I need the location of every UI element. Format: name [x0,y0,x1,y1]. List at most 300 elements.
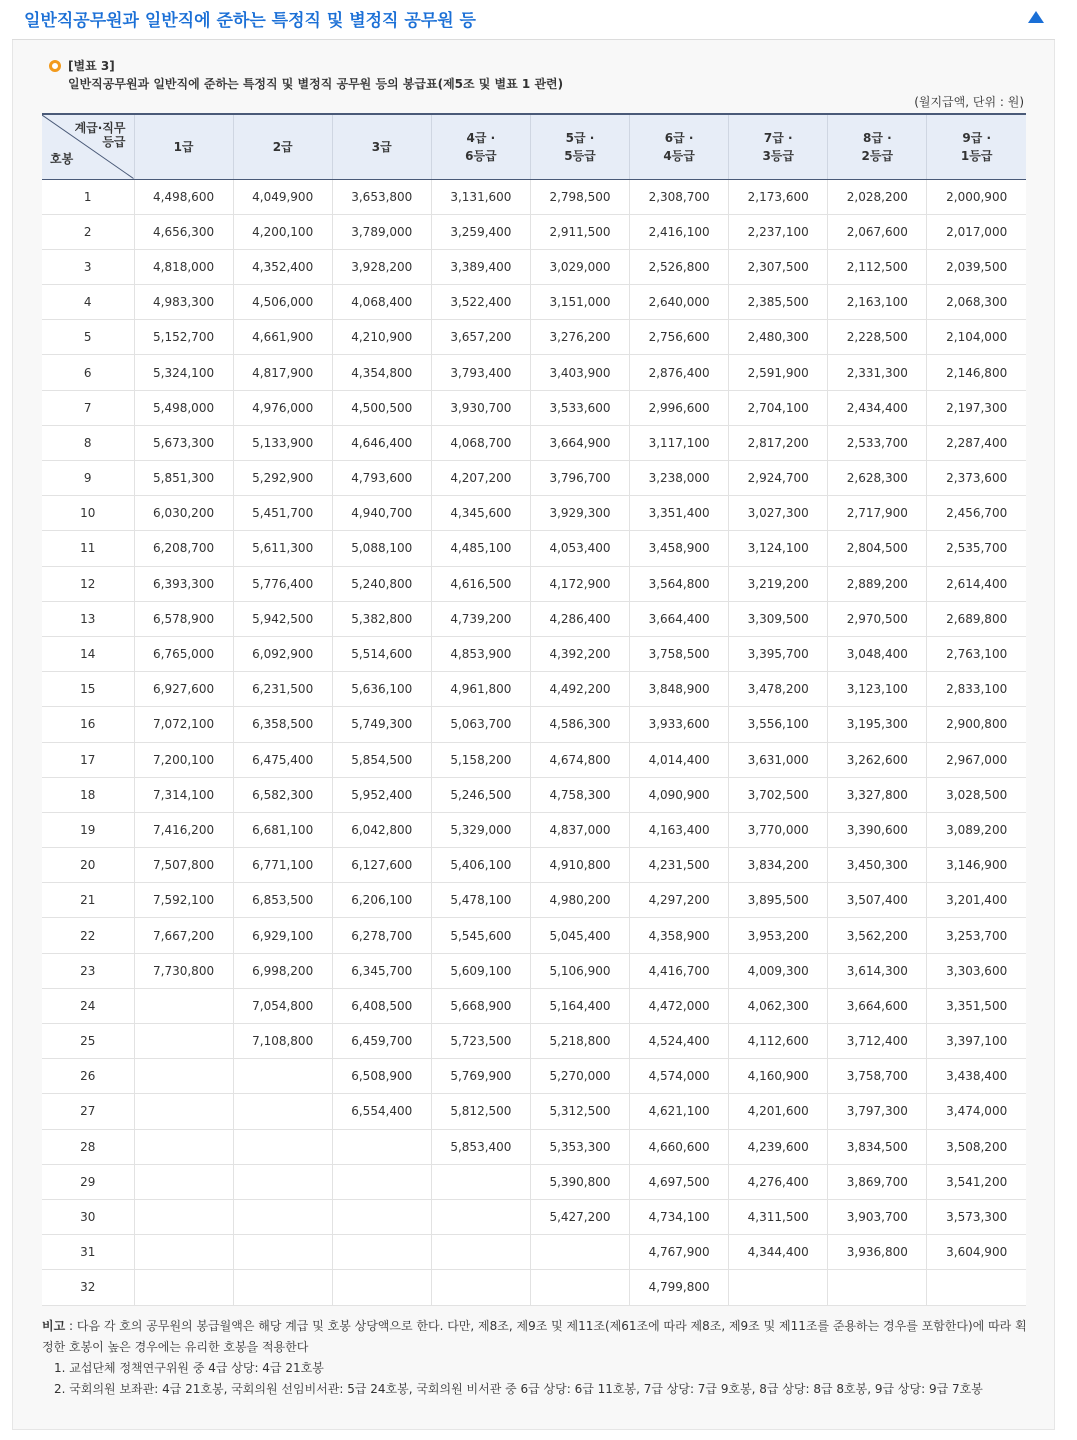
table-header-row [42,114,1026,179]
salary-cell: 5,498,000 [134,390,233,425]
salary-cell: 3,789,000 [332,214,431,249]
step-cell: 17 [42,742,134,777]
salary-cell: 4,646,400 [332,425,431,460]
salary-cell: 3,201,400 [927,883,1026,918]
salary-cell: 3,351,400 [630,496,729,531]
salary-cell: 6,765,000 [134,636,233,671]
salary-cell: 5,812,500 [431,1094,530,1129]
unit-label: (월지급액, 단위 : 원) [914,95,1024,109]
salary-cell [134,988,233,1023]
salary-cell [233,1270,332,1305]
salary-cell: 3,631,000 [729,742,828,777]
salary-cell [729,1270,828,1305]
salary-cell: 6,358,500 [233,707,332,742]
salary-cell: 2,228,500 [828,320,927,355]
table-row [42,707,1026,742]
salary-cell: 3,450,300 [828,848,927,883]
salary-cell: 4,311,500 [729,1199,828,1234]
table-row [42,1270,1026,1305]
salary-cell: 4,416,700 [630,953,729,988]
salary-cell: 2,756,600 [630,320,729,355]
salary-cell: 3,195,300 [828,707,927,742]
step-cell: 11 [42,531,134,566]
salary-cell: 4,207,200 [431,461,530,496]
table-row [42,1094,1026,1129]
salary-cell [332,1164,431,1199]
salary-cell: 2,480,300 [729,320,828,355]
ref-label: [별표 3] [68,59,115,73]
column-header [630,114,729,179]
salary-cell: 5,133,900 [233,425,332,460]
salary-cell: 4,112,600 [729,1024,828,1059]
salary-cell: 5,769,900 [431,1059,530,1094]
table-row [42,425,1026,460]
column-header-line2: 3등급 [762,148,794,163]
salary-cell: 3,151,000 [530,285,629,320]
salary-cell: 4,068,700 [431,425,530,460]
salary-cell: 2,526,800 [630,249,729,284]
salary-cell: 3,903,700 [828,1199,927,1234]
salary-cell: 3,507,400 [828,883,927,918]
salary-cell: 6,393,300 [134,566,233,601]
salary-cell: 3,953,200 [729,918,828,953]
salary-cell: 4,621,100 [630,1094,729,1129]
salary-cell: 3,303,600 [927,953,1026,988]
table-row [42,742,1026,777]
salary-cell: 6,681,100 [233,812,332,847]
salary-cell: 4,910,800 [530,848,629,883]
salary-cell: 4,661,900 [233,320,332,355]
salary-cell: 2,804,500 [828,531,927,566]
salary-cell: 2,889,200 [828,566,927,601]
salary-cell: 4,231,500 [630,848,729,883]
salary-cell: 5,514,600 [332,636,431,671]
salary-cell [134,1059,233,1094]
salary-cell: 4,793,600 [332,461,431,496]
salary-cell: 5,382,800 [332,601,431,636]
salary-cell: 3,478,200 [729,672,828,707]
salary-cell: 4,734,100 [630,1199,729,1234]
salary-cell: 6,771,100 [233,848,332,883]
salary-cell: 4,656,300 [134,214,233,249]
salary-cell: 3,533,600 [530,390,629,425]
salary-cell: 3,117,100 [630,425,729,460]
salary-cell: 3,796,700 [530,461,629,496]
salary-cell: 5,406,100 [431,848,530,883]
column-header-line1: 7급 · [763,130,793,145]
column-header-line2: 5등급 [564,148,596,163]
step-cell: 12 [42,566,134,601]
salary-cell: 6,554,400 [332,1094,431,1129]
salary-cell: 6,853,500 [233,883,332,918]
salary-cell: 5,451,700 [233,496,332,531]
salary-cell: 4,354,800 [332,355,431,390]
salary-cell: 5,312,500 [530,1094,629,1129]
step-cell: 15 [42,672,134,707]
column-header [927,114,1026,179]
salary-cell [233,1059,332,1094]
step-cell: 8 [42,425,134,460]
salary-cell: 2,967,000 [927,742,1026,777]
salary-cell: 4,767,900 [630,1235,729,1270]
salary-cell: 7,667,200 [134,918,233,953]
salary-cell: 2,996,600 [630,390,729,425]
step-cell: 25 [42,1024,134,1059]
salary-cell: 6,408,500 [332,988,431,1023]
salary-cell: 3,936,800 [828,1235,927,1270]
salary-cell: 5,240,800 [332,566,431,601]
salary-cell: 4,009,300 [729,953,828,988]
notes [42,1316,1032,1400]
salary-cell: 2,763,100 [927,636,1026,671]
column-header [134,114,233,179]
salary-cell: 4,392,200 [530,636,629,671]
salary-cell: 6,998,200 [233,953,332,988]
salary-cell: 5,723,500 [431,1024,530,1059]
salary-cell: 4,276,400 [729,1164,828,1199]
salary-cell: 6,231,500 [233,672,332,707]
salary-cell: 3,458,900 [630,531,729,566]
bullet-ring-icon [49,60,61,72]
note-item-2: 2. 국회의원 보좌관: 4급 21호봉, 국회의원 선임비서관: 5급 24호봉, 국회의원 비서관 중 6급 상당: 6급 11호봉, 7급 상당: 7급 9호봉, 8급 상당: 8급 8호봉, 9급 상당: 9급 7호봉 [54,1382,983,1396]
corner-header [42,114,134,179]
salary-cell [927,1270,1026,1305]
step-cell: 23 [42,953,134,988]
salary-cell: 5,478,100 [431,883,530,918]
salary-cell: 3,541,200 [927,1164,1026,1199]
salary-cell: 7,054,800 [233,988,332,1023]
salary-cell: 3,474,000 [927,1094,1026,1129]
salary-cell: 4,574,000 [630,1059,729,1094]
salary-cell: 3,758,500 [630,636,729,671]
column-header [332,114,431,179]
salary-cell [233,1094,332,1129]
table-row [42,249,1026,284]
column-header-line2: 2등급 [861,148,894,163]
salary-cell: 5,942,500 [233,601,332,636]
salary-cell: 4,758,300 [530,777,629,812]
salary-cell: 6,206,100 [332,883,431,918]
table-row [42,1059,1026,1094]
salary-cell: 6,508,900 [332,1059,431,1094]
salary-cell: 7,072,100 [134,707,233,742]
note-text-line2: 정한 호봉이 높은 경우에는 유리한 호봉을 적용한다 [42,1340,309,1354]
column-header-line1: 9급 · [962,130,992,145]
salary-cell: 3,869,700 [828,1164,927,1199]
salary-cell: 3,219,200 [729,566,828,601]
salary-cell: 4,524,400 [630,1024,729,1059]
table-row [42,812,1026,847]
salary-cell: 5,673,300 [134,425,233,460]
step-cell: 4 [42,285,134,320]
salary-cell [134,1270,233,1305]
salary-cell: 4,980,200 [530,883,629,918]
salary-cell [233,1235,332,1270]
table-row [42,285,1026,320]
salary-cell: 3,390,600 [828,812,927,847]
column-header-line1: 6급 · [664,130,694,145]
table-row [42,320,1026,355]
salary-cell [332,1270,431,1305]
salary-cell: 4,983,300 [134,285,233,320]
salary-cell: 5,776,400 [233,566,332,601]
salary-cell: 6,459,700 [332,1024,431,1059]
salary-cell: 3,351,500 [927,988,1026,1023]
salary-cell: 4,485,100 [431,531,530,566]
table-row [42,461,1026,496]
salary-cell: 6,582,300 [233,777,332,812]
salary-cell [134,1024,233,1059]
step-cell: 3 [42,249,134,284]
salary-cell: 3,664,900 [530,425,629,460]
salary-cell: 3,131,600 [431,179,530,214]
column-header [233,114,332,179]
salary-cell: 4,352,400 [233,249,332,284]
salary-cell [431,1235,530,1270]
step-cell: 9 [42,461,134,496]
column-header-line1: 2급 [272,139,293,154]
salary-cell: 3,262,600 [828,742,927,777]
salary-cell: 3,395,700 [729,636,828,671]
salary-cell: 5,218,800 [530,1024,629,1059]
salary-cell: 4,090,900 [630,777,729,812]
salary-cell: 7,730,800 [134,953,233,988]
salary-cell: 3,397,100 [927,1024,1026,1059]
salary-cell: 5,270,000 [530,1059,629,1094]
salary-cell: 2,535,700 [927,531,1026,566]
salary-cell: 6,030,200 [134,496,233,531]
salary-cell: 2,704,100 [729,390,828,425]
note-item-1: 1. 교섭단체 정책연구위원 중 4급 상당: 4급 21호봉 [54,1361,324,1375]
step-cell: 20 [42,848,134,883]
salary-cell: 3,123,100 [828,672,927,707]
salary-cell: 4,049,900 [233,179,332,214]
salary-cell: 4,344,400 [729,1235,828,1270]
salary-cell: 3,929,300 [530,496,629,531]
salary-cell: 4,068,400 [332,285,431,320]
salary-cell [431,1164,530,1199]
salary-cell: 5,952,400 [332,777,431,812]
salary-cell: 4,297,200 [630,883,729,918]
salary-cell: 5,106,900 [530,953,629,988]
salary-table [42,113,1026,1306]
salary-cell: 3,702,500 [729,777,828,812]
salary-cell: 4,498,600 [134,179,233,214]
salary-cell: 4,014,400 [630,742,729,777]
salary-cell: 3,664,400 [630,601,729,636]
column-header-line1: 5급 · [565,130,595,145]
note-main [42,1316,1032,1337]
salary-cell: 5,668,900 [431,988,530,1023]
salary-cell: 4,500,500 [332,390,431,425]
salary-cell: 7,200,100 [134,742,233,777]
step-cell: 22 [42,918,134,953]
salary-cell: 6,578,900 [134,601,233,636]
salary-cell: 2,970,500 [828,601,927,636]
salary-cell [332,1235,431,1270]
salary-cell: 4,697,500 [630,1164,729,1199]
salary-cell: 2,308,700 [630,179,729,214]
table-row [42,531,1026,566]
salary-cell: 2,717,900 [828,496,927,531]
section-title: 일반직공무원과 일반직에 준하는 특정직 및 별정직 공무원 등 [24,11,476,31]
corner-top-line1: 계급·직무 [74,121,126,135]
salary-cell: 5,246,500 [431,777,530,812]
salary-cell: 6,092,900 [233,636,332,671]
corner-top-label [75,121,126,149]
salary-cell: 3,029,000 [530,249,629,284]
salary-cell: 2,416,100 [630,214,729,249]
salary-cell: 2,798,500 [530,179,629,214]
salary-cell: 5,324,100 [134,355,233,390]
salary-cell: 5,158,200 [431,742,530,777]
salary-cell: 2,689,800 [927,601,1026,636]
salary-cell: 2,456,700 [927,496,1026,531]
salary-cell: 2,104,000 [927,320,1026,355]
salary-cell: 3,564,800 [630,566,729,601]
salary-cell: 4,586,300 [530,707,629,742]
salary-cell: 4,201,600 [729,1094,828,1129]
note-text-line1: : 다음 각 호의 공무원의 봉급월액은 해당 계급 및 호봉 상당액으로 한다. 다만, 제8조, 제9조 및 제11조(제61조에 따라 제8조, 제9조 및 제11조를 준용하는 경우를 포함한다)에 따라 획 [65,1319,1027,1333]
salary-cell: 3,522,400 [431,285,530,320]
salary-cell: 4,853,900 [431,636,530,671]
salary-cell: 3,253,700 [927,918,1026,953]
column-header-line1: 3급 [371,139,392,154]
salary-cell: 7,592,100 [134,883,233,918]
salary-cell: 3,027,300 [729,496,828,531]
corner-top-line2: 등급 [102,135,126,149]
salary-cell: 2,876,400 [630,355,729,390]
salary-cell: 6,042,800 [332,812,431,847]
salary-cell: 4,345,600 [431,496,530,531]
salary-cell: 5,353,300 [530,1129,629,1164]
column-header [431,114,530,179]
salary-cell [134,1235,233,1270]
triangle-up-icon[interactable] [1027,9,1045,25]
salary-cell: 4,506,000 [233,285,332,320]
salary-cell [431,1270,530,1305]
table-row [42,179,1026,214]
salary-cell: 2,000,900 [927,179,1026,214]
salary-cell: 3,758,700 [828,1059,927,1094]
salary-cell: 4,837,000 [530,812,629,847]
salary-cell: 7,108,800 [233,1024,332,1059]
salary-cell: 3,928,200 [332,249,431,284]
step-cell: 21 [42,883,134,918]
table-row [42,777,1026,812]
salary-cell: 5,853,400 [431,1129,530,1164]
table-row [42,1164,1026,1199]
salary-cell: 2,533,700 [828,425,927,460]
salary-cell: 3,712,400 [828,1024,927,1059]
salary-cell: 4,739,200 [431,601,530,636]
salary-cell: 3,389,400 [431,249,530,284]
salary-cell: 2,112,500 [828,249,927,284]
salary-cell: 4,053,400 [530,531,629,566]
table-row [42,953,1026,988]
salary-cell [332,1129,431,1164]
step-cell: 30 [42,1199,134,1234]
step-cell: 10 [42,496,134,531]
salary-cell [530,1235,629,1270]
salary-cell [134,1164,233,1199]
salary-cell [233,1129,332,1164]
salary-cell: 3,508,200 [927,1129,1026,1164]
salary-cell: 3,657,200 [431,320,530,355]
salary-cell: 3,403,900 [530,355,629,390]
salary-cell: 7,416,200 [134,812,233,847]
column-header [828,114,927,179]
salary-cell: 2,373,600 [927,461,1026,496]
salary-cell: 2,833,100 [927,672,1026,707]
salary-cell: 3,028,500 [927,777,1026,812]
salary-cell: 3,614,300 [828,953,927,988]
salary-cell: 3,562,200 [828,918,927,953]
salary-cell: 6,929,100 [233,918,332,953]
salary-cell: 4,200,100 [233,214,332,249]
salary-cell: 3,573,300 [927,1199,1026,1234]
salary-cell: 4,172,900 [530,566,629,601]
salary-cell: 4,492,200 [530,672,629,707]
column-header-line2: 4등급 [663,148,695,163]
salary-cell: 3,089,200 [927,812,1026,847]
salary-cell: 3,309,500 [729,601,828,636]
salary-cell: 2,173,600 [729,179,828,214]
salary-cell: 3,556,100 [729,707,828,742]
salary-cell: 3,797,300 [828,1094,927,1129]
salary-cell: 3,238,000 [630,461,729,496]
salary-cell: 4,163,400 [630,812,729,847]
salary-cell: 5,088,100 [332,531,431,566]
salary-cell: 6,127,600 [332,848,431,883]
table-row [42,988,1026,1023]
table-row [42,883,1026,918]
salary-cell: 5,292,900 [233,461,332,496]
salary-cell: 5,854,500 [332,742,431,777]
salary-cell: 4,062,300 [729,988,828,1023]
column-header-line1: 4급 · [466,130,496,145]
salary-cell: 3,895,500 [729,883,828,918]
salary-cell: 4,976,000 [233,390,332,425]
salary-cell: 3,604,900 [927,1235,1026,1270]
table-row [42,636,1026,671]
salary-cell: 6,345,700 [332,953,431,988]
salary-cell: 3,259,400 [431,214,530,249]
section-header[interactable] [12,0,1055,40]
step-cell: 29 [42,1164,134,1199]
salary-cell: 2,237,100 [729,214,828,249]
table-row [42,1024,1026,1059]
salary-cell: 2,068,300 [927,285,1026,320]
salary-cell: 5,045,400 [530,918,629,953]
step-cell: 6 [42,355,134,390]
salary-cell: 2,028,200 [828,179,927,214]
salary-cell: 2,640,000 [630,285,729,320]
salary-cell: 5,152,700 [134,320,233,355]
table-row [42,1199,1026,1234]
salary-cell [828,1270,927,1305]
table-row [42,918,1026,953]
salary-cell: 4,660,600 [630,1129,729,1164]
salary-cell: 4,358,900 [630,918,729,953]
salary-cell [233,1199,332,1234]
salary-cell [134,1199,233,1234]
salary-cell: 4,818,000 [134,249,233,284]
salary-cell: 3,770,000 [729,812,828,847]
column-header-line1: 8급 · [862,130,892,145]
salary-cell: 5,749,300 [332,707,431,742]
salary-cell: 2,039,500 [927,249,1026,284]
